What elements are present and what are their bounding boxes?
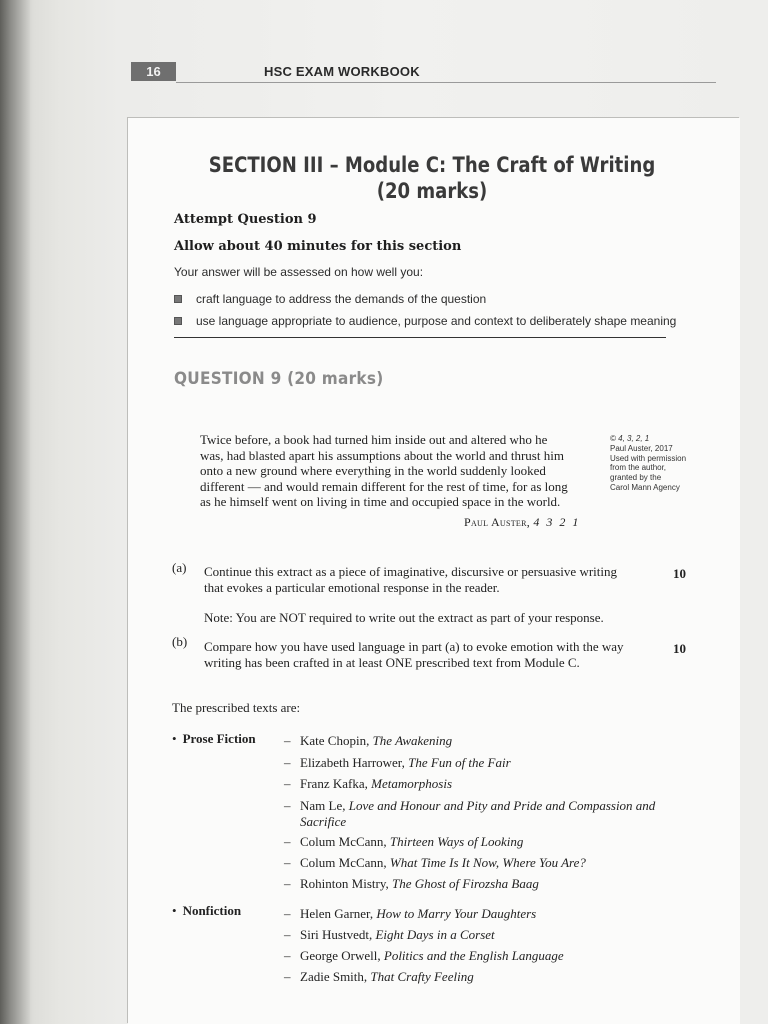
credit-line: Used with permission — [610, 453, 687, 463]
text-author: Elizabeth Harrower, — [300, 755, 409, 770]
extract-line: was, had blasted apart his assumptions about the world and thrust him — [200, 447, 564, 463]
prescribed-text-item: – Helen Garner, How to Marry Your Daughters — [284, 906, 537, 921]
text-title: The Fun of the Fair — [408, 755, 511, 770]
book-spine-shadow — [0, 0, 30, 1024]
text-title: Eight Days in a Corset — [375, 927, 495, 942]
extract-line: as he himself went on living in time and occupied space in the world. — [200, 494, 561, 509]
extract-line: different — and would remain different for the rest of time, for as long — [200, 478, 568, 494]
part-b-text — [204, 639, 644, 670]
category-prose-fiction — [172, 731, 256, 747]
prescribed-text-item: – Elizabeth Harrower, The Fun of the Fair — [284, 755, 511, 770]
credit-line: Paul Auster, 2017 — [610, 443, 673, 453]
credit-line: from the author, — [610, 463, 667, 473]
criterion-text: use language appropriate to audience, purpose and context to deliberately shape meaning — [196, 314, 677, 328]
category-nonfiction — [172, 903, 241, 919]
bullet-icon: • — [172, 731, 177, 746]
prescribed-text-item: – George Orwell, Politics and the English Language — [284, 948, 564, 963]
category-label: Nonfiction — [182, 903, 242, 918]
section-title-line1: SECTION III – Module C: The Craft of Writing — [208, 153, 656, 177]
prescribed-text-item: – Rohinton Mistry, The Ghost of Firozsha Baag — [284, 876, 539, 891]
extract-line: Twice before, a book had turned him inside out and altered who he — [200, 432, 548, 447]
text-author: Nam Le, — [300, 798, 349, 813]
square-bullet-icon — [174, 317, 182, 325]
text-author: Zadie Smith, — [300, 969, 371, 984]
prescribed-text-item: – Franz Kafka, Metamorphosis — [284, 776, 452, 791]
part-a-note: Note: You are NOT required to write out the extract as part of your response. — [204, 610, 604, 625]
section-title — [174, 152, 690, 204]
text-author: George Orwell, — [300, 948, 384, 963]
category-label: Prose Fiction — [182, 731, 256, 746]
part-b-line: writing has been crafted in at least ONE prescribed text from Module C. — [204, 654, 580, 670]
text-title: Love and Honour and Pity and Pride and Compassion and — [348, 798, 656, 813]
credit-title: © 4, 3, 2, 1 — [610, 434, 650, 443]
section-divider — [174, 337, 666, 338]
prescribed-text-item: – Nam Le, Love and Honour and Pity and Pride and Compassion and Sacrifice — [284, 798, 704, 829]
text-author: Rohinton Mistry, — [300, 876, 392, 891]
attempt-instruction: Attempt Question 9 — [174, 212, 317, 227]
part-a-marks: 10 — [673, 566, 686, 581]
part-b-line: Compare how you have used language in part (a) to evoke emotion with the way — [204, 639, 624, 654]
prescribed-text-item: – Colum McCann, What Time Is It Now, Where You Are? — [284, 855, 586, 870]
bullet-icon: • — [172, 903, 177, 918]
section-title-line2: (20 marks) — [376, 179, 488, 203]
text-title: Thirteen Ways of Looking — [389, 834, 524, 849]
prescribed-text-item: – Siri Hustvedt, Eight Days in a Corset — [284, 927, 495, 942]
copyright-credit — [610, 434, 720, 493]
workbook-title: HSC EXAM WORKBOOK — [264, 64, 420, 79]
author-name: Paul Auster, — [464, 515, 531, 529]
prescribed-text-item: – Colum McCann, Thirteen Ways of Looking — [284, 834, 524, 849]
text-title: The Ghost of Firozsha Baag — [391, 876, 539, 891]
extract-line: onto a new ground where everything in the world suddenly looked — [200, 463, 546, 478]
assessment-intro: Your answer will be assessed on how well you: — [174, 265, 424, 279]
text-author: Colum McCann, — [300, 834, 390, 849]
text-title: What Time Is It Now, Where You Are? — [389, 855, 586, 870]
prescribed-intro: The prescribed texts are: — [172, 700, 301, 715]
prescribed-text-item: – Zadie Smith, That Crafty Feeling — [284, 969, 474, 984]
stimulus-extract — [200, 432, 586, 510]
square-bullet-icon — [174, 295, 182, 303]
credit-line: Carol Mann Agency — [610, 482, 680, 492]
page-number-badge: 16 — [131, 62, 176, 81]
extract-attribution — [464, 515, 580, 530]
criterion-item — [174, 292, 486, 306]
text-title: The Awakening — [372, 733, 453, 748]
credit-line: granted by the — [610, 473, 662, 483]
prescribed-text-item: – Kate Chopin, The Awakening — [284, 733, 453, 748]
part-a-line: Continue this extract as a piece of imaginative, discursive or persuasive writing — [204, 564, 617, 579]
time-allowance: Allow about 40 minutes for this section — [174, 239, 462, 254]
text-title: That Crafty Feeling — [370, 969, 474, 984]
text-title: How to Marry Your Daughters — [376, 906, 537, 921]
part-a-text — [204, 564, 644, 595]
part-b-marks: 10 — [673, 641, 686, 656]
text-author: Siri Hustvedt, — [300, 927, 376, 942]
text-title: Politics and the English Language — [383, 948, 564, 963]
header-rule — [176, 82, 716, 83]
criterion-text: craft language to address the demands of the question — [196, 292, 487, 306]
text-title-continued: Sacrifice — [300, 813, 347, 829]
criterion-item — [174, 314, 676, 328]
text-title: Metamorphosis — [371, 776, 452, 791]
text-author: Kate Chopin, — [300, 733, 373, 748]
text-author: Franz Kafka, — [300, 776, 372, 791]
text-author: Helen Garner, — [300, 906, 377, 921]
part-a-label: (a) — [172, 560, 187, 575]
part-a-line: that evokes a particular emotional response in the reader. — [204, 579, 500, 595]
question-title: QUESTION 9 (20 marks) — [174, 369, 384, 389]
text-author: Colum McCann, — [300, 855, 390, 870]
book-title: 4 3 2 1 — [533, 515, 581, 529]
part-b-label: (b) — [172, 634, 188, 649]
